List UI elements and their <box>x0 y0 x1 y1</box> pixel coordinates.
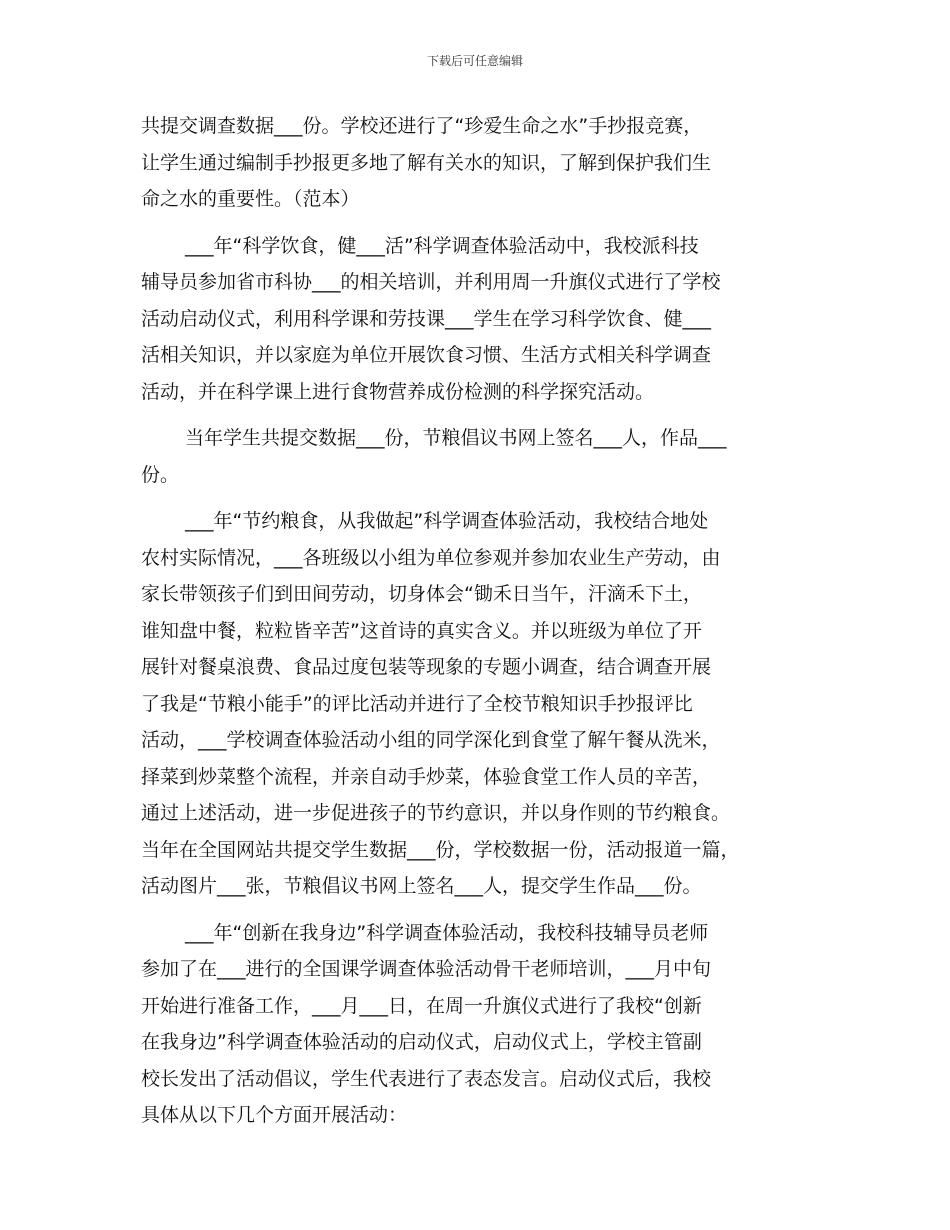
text-line: 在我身边”科学调查体验活动的启动仪式，启动仪式上，学校主管副 <box>141 1031 702 1053</box>
text-line: 活相关知识，并以家庭为单位开展饮食习惯、生活方式相关科学调查 <box>141 344 712 366</box>
text-line: ___年“节约粮食，从我做起”科学调查体验活动，我校结合地处 <box>185 510 709 532</box>
text-line: 了我是“节粮小能手”的评比活动并进行了全校节粮知识手抄报评比 <box>141 692 693 715</box>
text-line: 份。 <box>141 463 180 486</box>
text-line: 农村实际情况，___各班级以小组为单位参观并参加农业生产劳动，由 <box>141 546 721 569</box>
text-line: 活动启动仪式，利用科学课和劳技课___学生在学习科学饮食、健___ <box>141 307 712 330</box>
text-line: 活动图片___张，节粮倡议书网上签名___人，提交学生作品___份。 <box>141 875 702 897</box>
text-line: 家长带领孩子们到田间劳动，切身体会“锄禾日当午，汗滴禾下土， <box>141 583 702 605</box>
text-line: 活动，并在科学课上进行食物营养成份检测的科学探究活动。 <box>141 380 655 403</box>
text-line: 命之水的重要性。（范本） <box>141 188 360 210</box>
text-line: 校长发出了活动倡议，学生代表进行了表态发言。启动仪式后，我校 <box>141 1067 712 1090</box>
text-line: ___年“科学饮食，健___活”科学调查体验活动中，我校派科技 <box>185 234 699 257</box>
text-line: 参加了在___进行的全国课学调查体验活动骨干老师培训，___月中旬 <box>141 958 712 980</box>
text-line: ___年“创新在我身边”科学调查体验活动，我校科技辅导员老师 <box>185 921 709 944</box>
text-line: 共提交调查数据___份。学校还进行了“珍爱生命之水”手抄报竞赛， <box>141 115 703 137</box>
text-line: 谁知盘中餐，粒粒皆辛苦”这首诗的真实含义。并以班级为单位了开 <box>141 619 702 642</box>
text-line: 活动，___学校调查体验活动小组的同学深化到食堂了解午餐从洗米， <box>141 729 721 751</box>
page-header: 下载后可任意编辑 <box>426 54 523 68</box>
text-line: 开始进行准备工作，___月___日，在周一升旗仪式进行了我校“创新 <box>141 994 702 1017</box>
text-line: 展针对餐桌浪费、食品过度包装等现象的专题小调查，结合调查开展 <box>141 656 712 678</box>
text-line: 择菜到炒菜整个流程，并亲自动手炒菜，体验食堂工作人员的辛苦， <box>141 765 712 788</box>
text-line: 具体从以下几个方面开展活动： <box>141 1104 408 1126</box>
text-line: 当年在全国网站共提交学生数据___份，学校数据一份，活动报道一篇， <box>141 838 740 861</box>
text-line: 让学生通过编制手抄报更多地了解有关水的知识，了解到保护我们生 <box>141 151 712 174</box>
text-line: 通过上述活动，进一步促进孩子的节约意识，并以身作则的节约粮食。 <box>141 802 731 824</box>
document-body <box>141 108 821 1134</box>
text-line: 当年学生共提交数据___份，节粮倡议书网上签名___人，作品___ <box>185 427 727 449</box>
text-line: 辅导员参加省市科协___的相关培训，并利用周一升旗仪式进行了学校 <box>141 271 721 293</box>
